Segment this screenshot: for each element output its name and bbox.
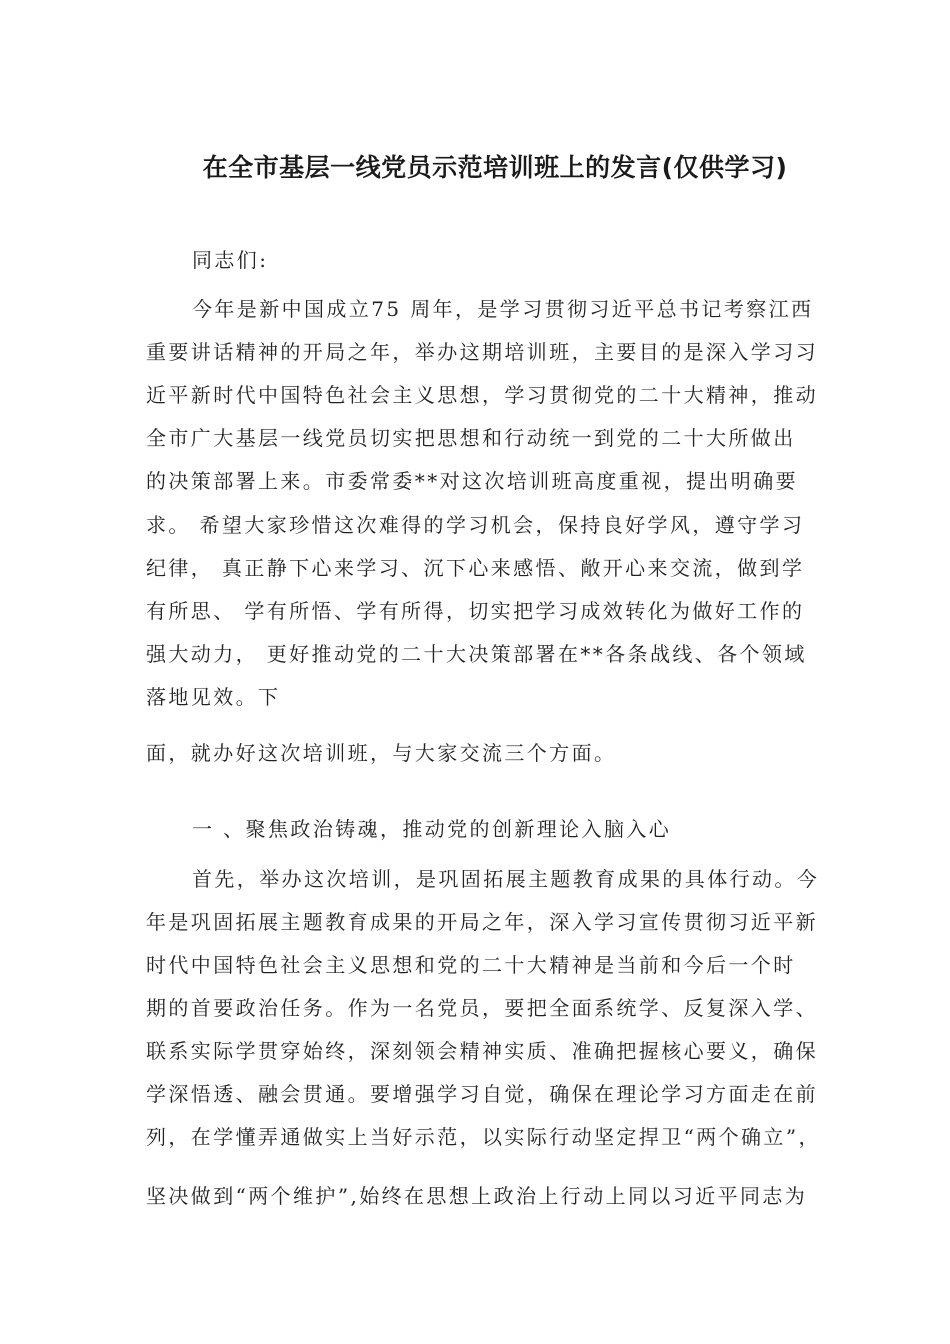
paragraph-line: 面，就办好这次培训班，与大家交流三个方面。 bbox=[146, 741, 617, 765]
paragraph-line: 重要讲话精神的开局之年，举办这期培训班，主要目的是深入学习习 bbox=[146, 340, 818, 364]
paragraph-line: 首先，举办这次培训，是巩固拓展主题教育成果的具体行动。今 bbox=[192, 867, 820, 891]
paragraph-line: 有所思、 学有所悟、学有所得，切实把学习成效转化为做好工作的 bbox=[146, 599, 805, 623]
section-heading: 一 、聚焦政治铸魂，推动党的创新理论入脑入心 bbox=[192, 817, 672, 841]
paragraph-line: 期的首要政治任务。作为一名党员，要把全面系统学、反复深入学、 bbox=[146, 996, 818, 1020]
document-title: 在全市基层一线党员示范培训班上的发言(仅供学习) bbox=[202, 153, 788, 182]
paragraph-line: 求。 希望大家珍惜这次难得的学习机会，保持良好学风，遵守学习 bbox=[146, 513, 805, 537]
paragraph-line: 列，在学懂弄通做实上当好示范，以实际行动坚定捍卫“两个确立”， bbox=[146, 1125, 821, 1149]
paragraph-line: 纪律， 真正静下心来学习、沉下心来感悟、敞开心来交流，做到学 bbox=[146, 556, 805, 580]
paragraph-line: 学深悟透、融会贯通。要增强学习自觉，确保在理论学习方面走在前 bbox=[146, 1082, 818, 1106]
paragraph-line: 全市广大基层一线党员切实把思想和行动统一到党的二十大所做出 bbox=[146, 426, 796, 450]
paragraph-line: 的决策部署上来。市委常委**对这次培训班高度重视，提出明确要 bbox=[146, 469, 798, 493]
paragraph-line: 时代中国特色社会主义思想和党的二十大精神是当前和今后一个时 bbox=[146, 953, 796, 977]
salutation: 同志们: bbox=[192, 248, 269, 272]
paragraph-line: 近平新时代中国特色社会主义思想，学习贯彻党的二十大精神，推动 bbox=[146, 383, 818, 407]
paragraph-line: 今年是新中国成立75 周年，是学习贯彻习近平总书记考察江西 bbox=[192, 297, 814, 321]
paragraph-line: 坚决做到“两个维护”,始终在思想上政治上行动上同以习近平同志为 bbox=[146, 1184, 808, 1208]
paragraph-line: 年是巩固拓展主题教育成果的开局之年，深入学习宣传贯彻习近平新 bbox=[146, 910, 818, 934]
paragraph-line: 落地见效。下 bbox=[146, 685, 281, 709]
paragraph-line: 强大动力， 更好推动党的二十大决策部署在**各条战线、各个领域 bbox=[146, 642, 807, 666]
paragraph-line: 联系实际学贯穿始终，深刻领会精神实质、准确把握核心要义，确保 bbox=[146, 1039, 818, 1063]
